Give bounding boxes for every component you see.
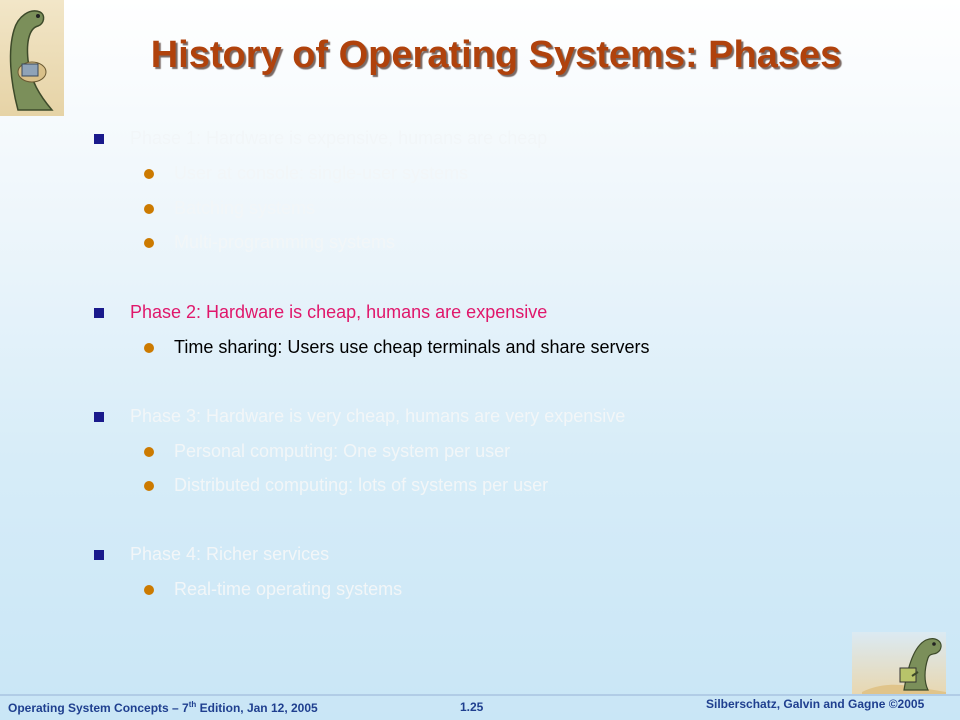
bullet-text: User at console: single-user systems — [174, 163, 469, 183]
footer-left-superscript: th — [188, 700, 197, 709]
bullet-text: Multi-programming systems — [174, 232, 396, 252]
round-bullet-icon — [144, 585, 154, 595]
footer-authors: Silberschatz, Galvin and Gagne ©2005 — [706, 697, 925, 711]
bullet-text: Phase 3: Hardware is very cheap, humans are very expensive — [130, 406, 626, 426]
round-bullet-icon — [144, 169, 154, 179]
footer-slide-number: 1.25 — [460, 700, 484, 714]
bullet-text: Batching systems — [174, 198, 316, 218]
footer-book-title — [8, 700, 318, 715]
bullet-text: Personal computing: One system per user — [174, 441, 511, 461]
footer-left-text: Operating System Concepts – 7 — [8, 701, 189, 715]
round-bullet-icon — [144, 481, 154, 491]
bullet-text: Real-time operating systems — [174, 579, 403, 599]
footer-left-text-end: Edition, Jan 12, 2005 — [196, 701, 318, 715]
bullet-text: Distributed computing: lots of systems per user — [174, 475, 549, 495]
bullet-text: Phase 1: Hardware is expensive, humans are cheap — [130, 128, 548, 148]
footer-divider — [0, 694, 960, 696]
round-bullet-icon — [144, 204, 154, 214]
square-bullet-icon — [94, 412, 104, 422]
bullet-text: Time sharing: Users use cheap terminals and share servers — [174, 337, 650, 357]
bullet-text: Phase 2: Hardware is cheap, humans are expensive — [130, 302, 548, 322]
square-bullet-icon — [94, 308, 104, 318]
slide-title: History of Operating Systems: Phases — [150, 34, 842, 76]
square-bullet-icon — [94, 134, 104, 144]
square-bullet-icon — [94, 550, 104, 560]
bullet-text: Phase 4: Richer services — [130, 544, 330, 564]
round-bullet-icon — [144, 343, 154, 353]
round-bullet-icon — [144, 447, 154, 457]
round-bullet-icon — [144, 238, 154, 248]
dinosaur-logo-bottom — [852, 632, 946, 694]
